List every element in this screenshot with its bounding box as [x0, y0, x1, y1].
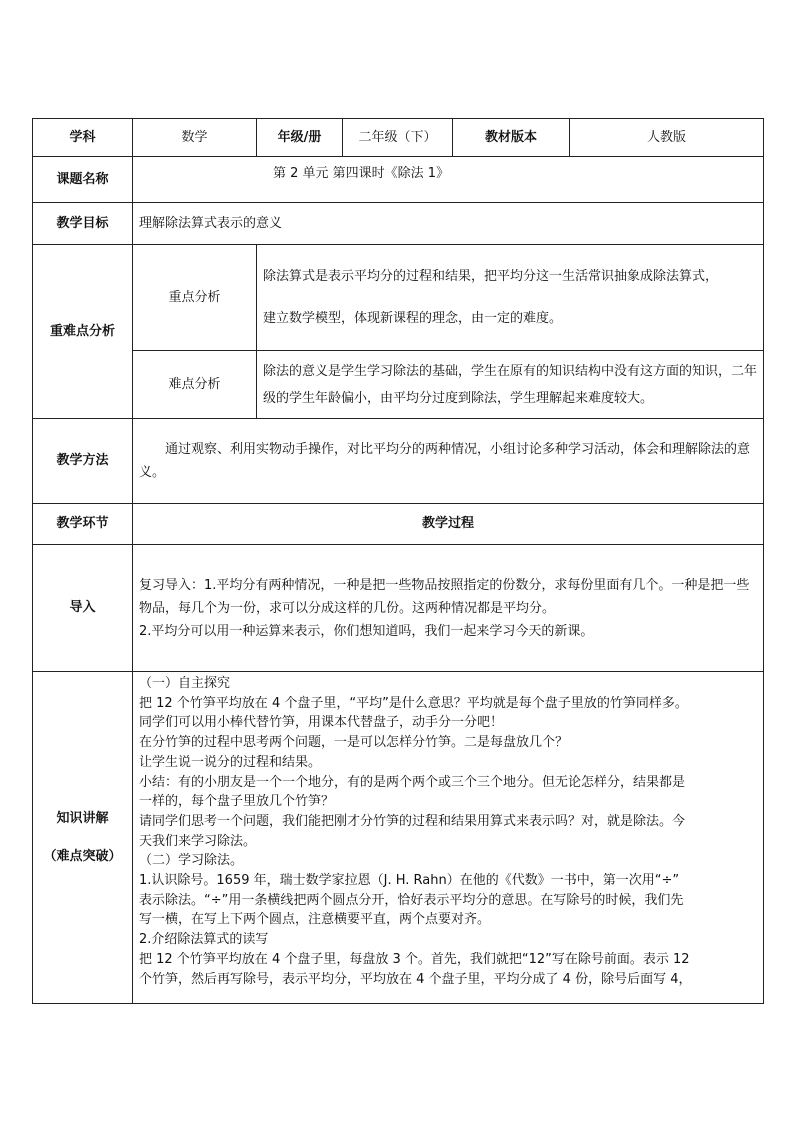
knowledge-line: 把 12 个竹笋平均放在 4 个盘子里，每盘放 3 个。首先，我们就把“12”写在除号前面。表示 12	[139, 951, 690, 967]
knowledge-line: 小结：有的小朋友是一个一个地分，有的是两个两个或三个三个地分。但无论怎样分，结果都是	[139, 774, 686, 790]
knowledge-line: 表示除法。“÷”用一条横线把两个圆点分开，恰好表示平均分的意思。在写除号的时候，我们先	[139, 892, 684, 908]
subject-label: 学科	[33, 119, 133, 157]
knowledge-line: 2.介绍除法算式的读写	[139, 932, 269, 948]
knowledge-line: 天我们来学习除法。	[139, 833, 257, 849]
method-paragraph: 通过观察、利用实物动手操作，对比平均分的两种情况，小组讨论多种学习活动，体会和理解除法的意义。	[139, 442, 751, 480]
knowledge-line: 在分竹笋的过程中思考两个问题，一是可以怎样分竹笋。二是每盘放几个？	[139, 735, 569, 751]
grade-label: 年级/册	[257, 119, 343, 157]
difficulty-analysis-row	[33, 351, 764, 419]
knowledge-line: 让学生说一说分的过程和结果。	[139, 754, 322, 770]
method-text	[133, 419, 764, 504]
topic-value: 第 2 单元 第四课时《除法 1》	[133, 157, 764, 203]
difficulty-analysis-label: 难点分析	[133, 351, 257, 419]
grade-value: 二年级（下）	[343, 119, 453, 157]
knowledge-line: 把 12 个竹笋平均放在 4 个盘子里，“平均”是什么意思？平均就是每个盘子里放的竹笋同样多。	[139, 695, 688, 711]
intro-line-2: 2.平均分可以用一种运算来表示，你们想知道吗，我们一起来学习今天的新课。	[139, 623, 594, 639]
intro-row	[33, 545, 764, 672]
topic-row	[33, 157, 764, 203]
knowledge-label-cell	[33, 672, 133, 1004]
knowledge-row	[33, 672, 764, 1004]
topic-label: 课题名称	[33, 157, 133, 203]
knowledge-line: 写一横，在写上下两个圆点，注意横要平直，两个点要对齐。	[139, 912, 491, 928]
key-analysis-line-2: 建立数学模型，体现新课程的理念，由一定的难度。	[263, 310, 563, 326]
knowledge-line: 请同学们思考一个问题，我们能把刚才分竹笋的过程和结果用算式来表示吗？对，就是除法。今	[139, 813, 686, 829]
knowledge-line: 1.认识除号。1659 年，瑞士数学家拉恩（J. H. Rahn）在他的《代数》一书中，第一次用“÷”	[139, 873, 680, 889]
process-header-row	[33, 504, 764, 545]
intro-line-1: 复习导入：1.平均分有两种情况，一种是把一些物品按照指定的份数分，求每份里面有几个。一种是把一些物品，每几个为一份，求可以分成这样的几份。这两种情况都是平均分。	[139, 577, 750, 616]
analysis-label: 重难点分析	[33, 245, 133, 419]
edition-label: 教材版本	[453, 119, 570, 157]
key-analysis-text	[257, 245, 764, 351]
goal-label: 教学目标	[33, 203, 133, 245]
intro-label: 导入	[33, 545, 133, 672]
lesson-plan-table	[32, 118, 764, 1004]
key-analysis-line-1: 除法算式是表示平均分的过程和结果，把平均分这一生活常识抽象成除法算式，	[263, 268, 719, 284]
edition-value: 人教版	[570, 119, 764, 157]
key-analysis-label: 重点分析	[133, 245, 257, 351]
key-analysis-row	[33, 245, 764, 351]
difficulty-analysis-text: 除法的意义是学生学习除法的基础，学生在原有的知识结构中没有这方面的知识，二年级的学生年龄偏小，由平均分过度到除法，学生理解起来难度较大。	[257, 351, 764, 419]
process-value: 教学过程	[133, 504, 764, 545]
intro-text	[133, 545, 764, 672]
knowledge-line: 同学们可以用小棒代替竹笋，用课本代替盘子，动手分一分吧！	[139, 715, 504, 731]
knowledge-text	[133, 672, 764, 1004]
method-row	[33, 419, 764, 504]
goal-row	[33, 203, 764, 245]
knowledge-line: 一样的，每个盘子里放几个竹笋？	[139, 794, 335, 810]
knowledge-label: 知识讲解	[56, 811, 109, 826]
knowledge-sublabel: （难点突破）	[43, 848, 122, 864]
header-row	[33, 119, 764, 157]
goal-value: 理解除法算式表示的意义	[133, 203, 764, 245]
knowledge-line: （二）学习除法。	[139, 853, 244, 869]
process-label: 教学环节	[33, 504, 133, 545]
knowledge-lines	[139, 674, 757, 989]
method-label: 教学方法	[33, 419, 133, 504]
knowledge-line: （一）自主探究	[139, 676, 231, 691]
subject-value: 数学	[133, 119, 257, 157]
knowledge-line: 个竹笋，然后再写除号，表示平均分，平均放在 4 个盘子里，平均分成了 4 份，除号后面写 4，	[139, 971, 692, 987]
